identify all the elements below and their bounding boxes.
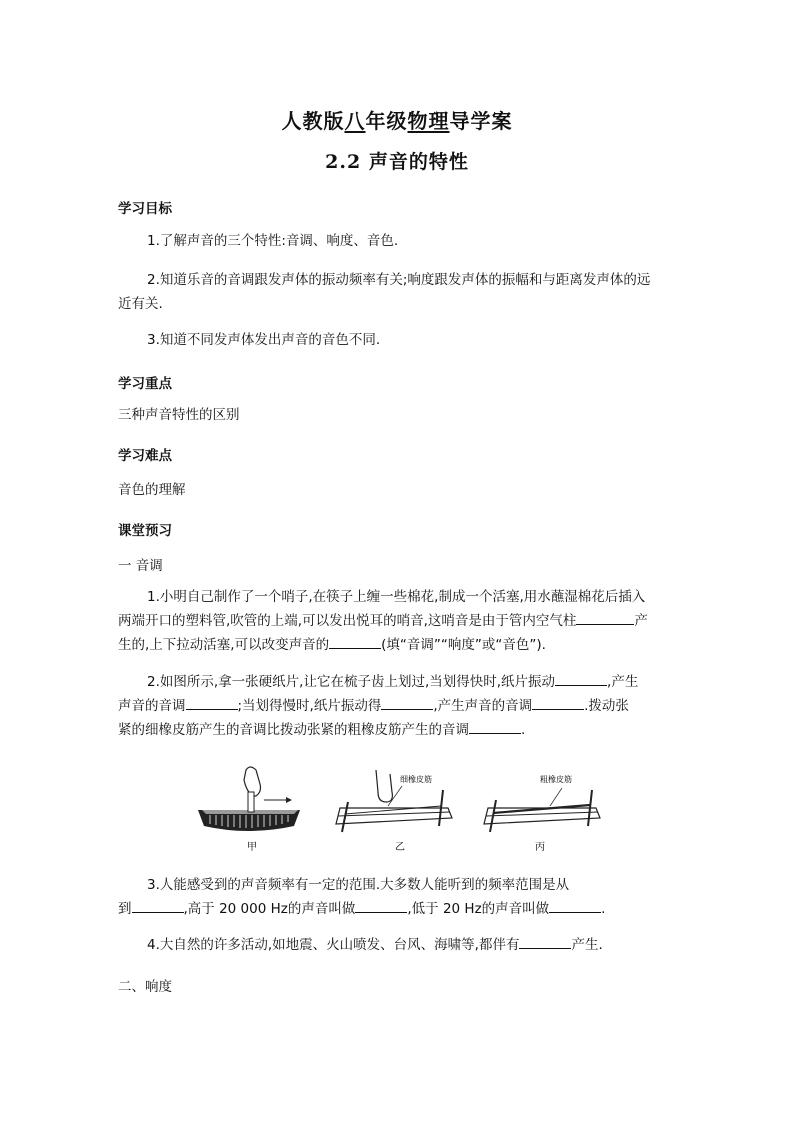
question-1-line-3: 生的,上下拉动活塞,可以改变声音的 (填“音调”“响度”或“音色”).	[118, 633, 678, 657]
comb-diagram	[198, 767, 300, 853]
thick-rubber-band	[493, 805, 590, 813]
question-1-line-1: 1.小明自己制作了一个哨子,在筷子上缠一些棉花,制成一个活塞,用水蘸湿棉花后插入	[147, 589, 646, 605]
title-part-underlined: 物理	[407, 109, 450, 133]
answer-blank	[519, 934, 571, 949]
answer-blank	[355, 898, 407, 913]
answer-blank	[381, 695, 433, 710]
title-part: 人教版	[281, 109, 345, 133]
answer-blank	[469, 719, 521, 734]
part-2-heading: 二、响度	[118, 979, 172, 995]
difficulty-text: 音色的理解	[118, 482, 186, 498]
answer-blank	[329, 634, 381, 649]
question-2-line-2: 声音的音调 ;当划得慢时,纸片振动得 ,产生声音的音调 .拨动张	[118, 694, 678, 718]
question-1-line-2: 两端开口的塑料管,吹管的上端,可以发出悦耳的哨音,这哨音是由于管内空气柱 产	[118, 609, 678, 633]
question-2-line-1: 2.如图所示,拿一张硬纸片,让它在梳子齿上划过,当划得快时,纸片振动 ,产生	[147, 670, 678, 694]
thin-band-diagram	[336, 770, 452, 853]
preview-heading: 课堂预习	[118, 523, 172, 539]
goal-3: 3.知道不同发声体发出声音的音色不同.	[147, 332, 381, 348]
doc-subtitle: 2.2 声音的特性	[325, 151, 469, 173]
key-heading: 学习重点	[118, 376, 172, 392]
figure-label-yi: 乙	[395, 842, 405, 853]
question-2-line-3: 紧的细橡皮筋产生的音调比拨动张紧的粗橡皮筋产生的音调 .	[118, 718, 678, 742]
answer-blank	[186, 695, 238, 710]
ruler-board	[484, 808, 600, 824]
part-1-heading: 一 音调	[118, 558, 163, 574]
question-3-line-1: 3.人能感受到的声音频率有一定的范围.大多数人能听到的频率范围是从	[147, 877, 570, 893]
doc-title	[0, 105, 794, 134]
goal-1: 1.了解声音的三个特性:音调、响度、音色.	[147, 233, 399, 249]
goals-heading: 学习目标	[118, 201, 172, 217]
question-4: 4.大自然的许多活动,如地震、火山喷发、台风、海啸等,都伴有 产生.	[147, 933, 678, 957]
figure-label-jia: 甲	[247, 842, 257, 853]
answer-blank	[576, 610, 634, 625]
experiment-figure	[190, 762, 610, 857]
title-part-underlined: 八	[344, 109, 366, 133]
title-part: 年级	[365, 109, 408, 133]
goal-2-line-1: 2.知道乐音的音调跟发声体的振动频率有关;响度跟发声体的振幅和与距离发声体的远	[147, 272, 651, 288]
finger-icon	[376, 770, 392, 802]
paper-card	[248, 792, 254, 812]
key-text: 三种声音特性的区别	[118, 407, 240, 423]
title-part: 导学案	[449, 109, 513, 133]
nail	[342, 802, 348, 832]
goal-2-line-2: 近有关.	[118, 296, 163, 312]
answer-blank	[555, 671, 607, 686]
ruler-board	[336, 808, 452, 824]
label-thin-band: 细橡皮筋	[400, 775, 432, 784]
thick-band-diagram	[484, 774, 600, 853]
label-thick-band: 粗橡皮筋	[540, 775, 572, 784]
figure-label-bing: 丙	[535, 842, 545, 853]
question-3-line-2: 到 ,高于 20 000 Hz的声音叫做 ,低于 20 Hz的声音叫做 .	[118, 897, 678, 921]
answer-blank	[549, 898, 601, 913]
answer-blank	[132, 898, 184, 913]
answer-blank	[532, 695, 584, 710]
difficulty-heading: 学习难点	[118, 448, 172, 464]
